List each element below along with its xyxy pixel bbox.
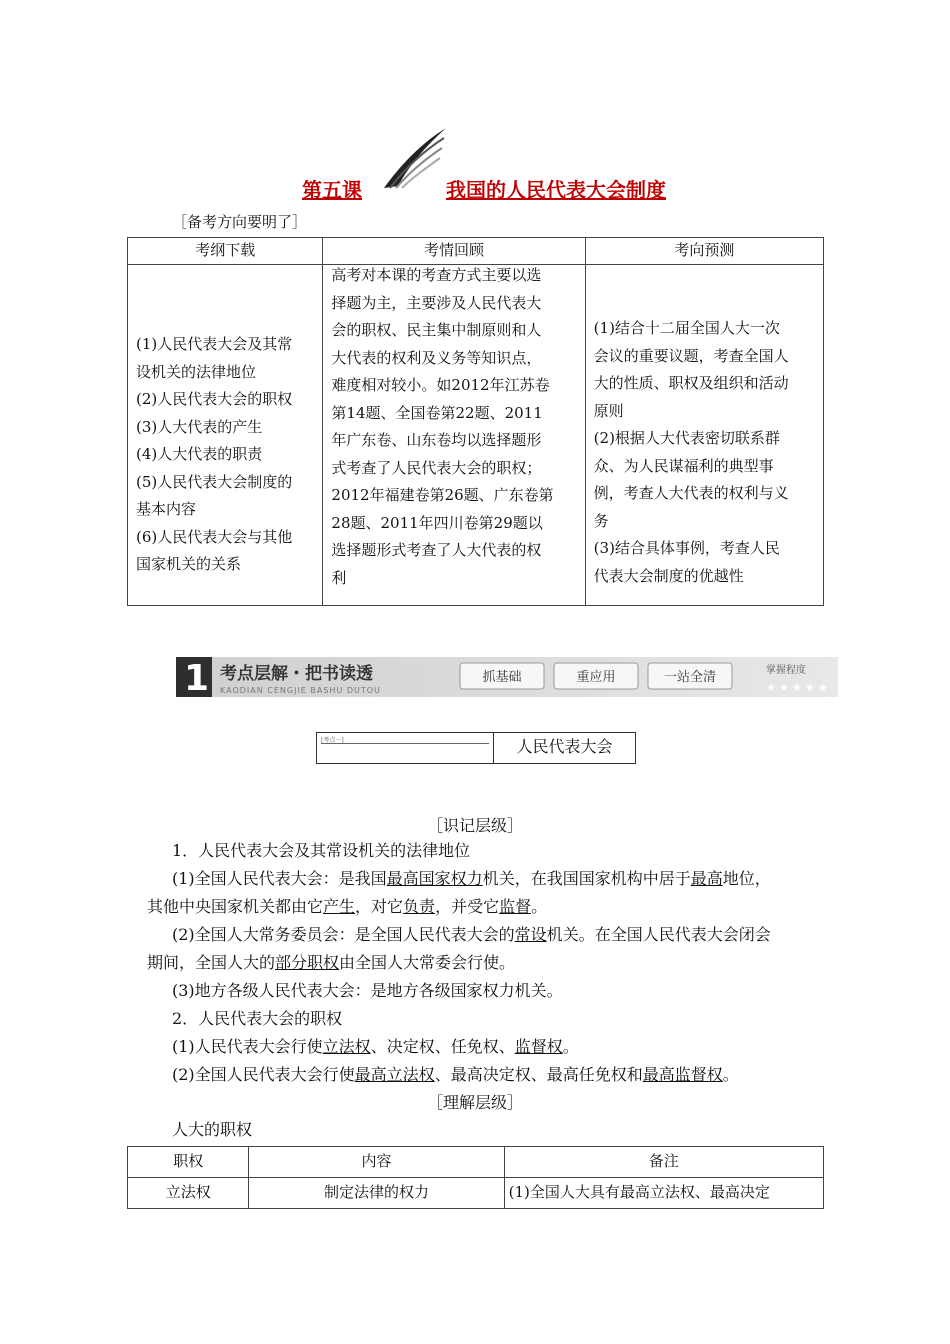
banner-title: 考点层解・把书读透 [220,664,373,684]
powers-header-power: 职权 [128,1147,249,1178]
kaodian-box [316,732,636,764]
item1-heading: 1．人民代表大会及其常设机关的法律地位 [172,841,471,860]
item1-para2-cont: 期间，全国人大的部分职权由全国人大常委会行使。 [147,953,516,972]
cell-line: 选择题形式考查了人大代表的权 [331,541,542,559]
cell-line: 会的职权、民主集中制原则和人 [331,321,542,339]
cell-line: 务 [593,511,609,530]
header-forecast: 考向预测 [585,238,823,265]
svg-text:一站全清: 一站全清 [663,670,717,685]
table-cell: 制定法律的权力 [249,1178,504,1209]
button-all-clear[interactable] [648,663,732,689]
cell-line: 28题、2011年四川卷第29题以 [331,513,543,532]
review-cell [323,265,585,606]
lesson-number: 第五课 [302,178,362,202]
button-application[interactable] [554,663,638,689]
cell-line: 众、为人民谋福利的典型事 [593,456,774,475]
item1-para2: (2)全国人大常务委员会：是全国人民代表大会的常设机关。在全国人民代表大会闭会 [172,925,771,944]
cell-line: (6)人民代表大会与其他 [136,527,293,546]
mastery-stars-icon [766,681,828,694]
powers-table [127,1146,824,1209]
cell-line: 第14题、全国卷第22题、2011 [331,403,543,422]
svg-text:★: ★ [766,681,776,694]
cell-line: 例，考查人大代表的权利与义 [593,484,789,502]
cell-line: 式考查了人民代表大会的职权； [331,458,542,477]
cell-line: (2)根据人大代表密切联系群 [593,429,780,447]
cell-line: 年广东卷、山东卷均以选择题形 [331,431,542,449]
header-review: 考情回顾 [323,238,585,265]
cell-line: 代表大会制度的优越性 [593,566,744,585]
table-cell: 立法权 [128,1178,249,1209]
cell-line: 利 [331,568,347,587]
lesson-name: 我国的人民代表大会制度 [446,178,666,202]
item1-para3: (3)地方各级人民代表大会：是地方各级国家权力机关。 [172,981,563,1000]
cell-line: 会议的重要议题，考查全国人 [593,346,789,365]
cell-line: 高考对本课的考查方式主要以选 [331,266,542,284]
banner-pinyin: KAODIAN CENGJIE BASHU DUTOU [220,686,381,695]
cell-line: (5)人民代表大会制度的 [136,472,293,491]
cell-line: (3)人大代表的产生 [136,417,263,436]
svg-text:★: ★ [779,681,789,694]
cell-line: (3)结合具体事例，考查人民 [593,539,780,557]
cell-line: 设机关的法律地位 [136,362,257,381]
cell-line: 基本内容 [136,500,197,518]
svg-text:★: ★ [805,681,815,694]
section-banner [176,657,838,697]
level1-label: ［识记层级］ [426,816,523,835]
cell-line: 大代表的权利及义务等知识点， [331,348,542,367]
prep-label: ［备考方向要明了］ [172,213,308,231]
button-basics[interactable] [460,663,544,689]
cell-line: (1)人民代表大会及其常 [136,335,293,353]
powers-label: 人大的职权 [172,1120,253,1139]
cell-line: (1)结合十二届全国人大一次 [593,319,780,337]
cell-line: 2012年福建卷第26题、广东卷第 [331,486,554,504]
cell-line: 难度相对较小。如2012年江苏卷 [331,376,550,394]
cell-line: 择题为主，主要涉及人民代表大 [331,293,542,312]
powers-header-note: 备注 [504,1147,823,1178]
page-title [0,174,950,204]
syllabus-cell [128,265,323,606]
svg-text:★: ★ [818,681,828,694]
svg-text:重应用: 重应用 [576,670,616,685]
item2-heading: 2．人民代表大会的职权 [172,1009,343,1028]
cell-line: 国家机关的关系 [136,555,242,573]
kaodian-name: 人民代表大会 [516,737,613,756]
level2-label: ［理解层级］ [426,1093,523,1112]
table-cell: (1)全国人大具有最高立法权、最高决定 [504,1178,823,1209]
cell-line: (2)人民代表大会的职权 [136,390,293,408]
cell-line: 大的性质、职权及组织和活动 [593,374,789,392]
kaodian-tiny-label: [考点一] [321,737,344,744]
powers-header-content: 内容 [249,1147,504,1178]
forecast-cell [585,265,823,606]
mastery-label: 掌握程度 [766,665,806,676]
svg-text:抓基础: 抓基础 [482,670,522,685]
overview-table [127,237,824,606]
cell-line: (4)人大代表的职责 [136,445,263,463]
banner-number: 1 [184,658,210,697]
item2-para1: (1)人民代表大会行使立法权、决定权、任免权、监督权。 [172,1037,579,1056]
cell-line: 原则 [593,401,624,420]
item2-para2: (2)全国人民代表大会行使最高立法权、最高决定权、最高任免权和最高监督权。 [172,1065,739,1084]
header-syllabus: 考纲下载 [128,238,323,265]
svg-text:★: ★ [792,681,802,694]
item1-para1: (1)全国人民代表大会：是我国最高国家权力机关，在我国国家机构中居于最高地位， [172,869,771,888]
item1-para1-cont: 其他中央国家机关都由它产生，对它负责，并受它监督。 [147,897,548,916]
